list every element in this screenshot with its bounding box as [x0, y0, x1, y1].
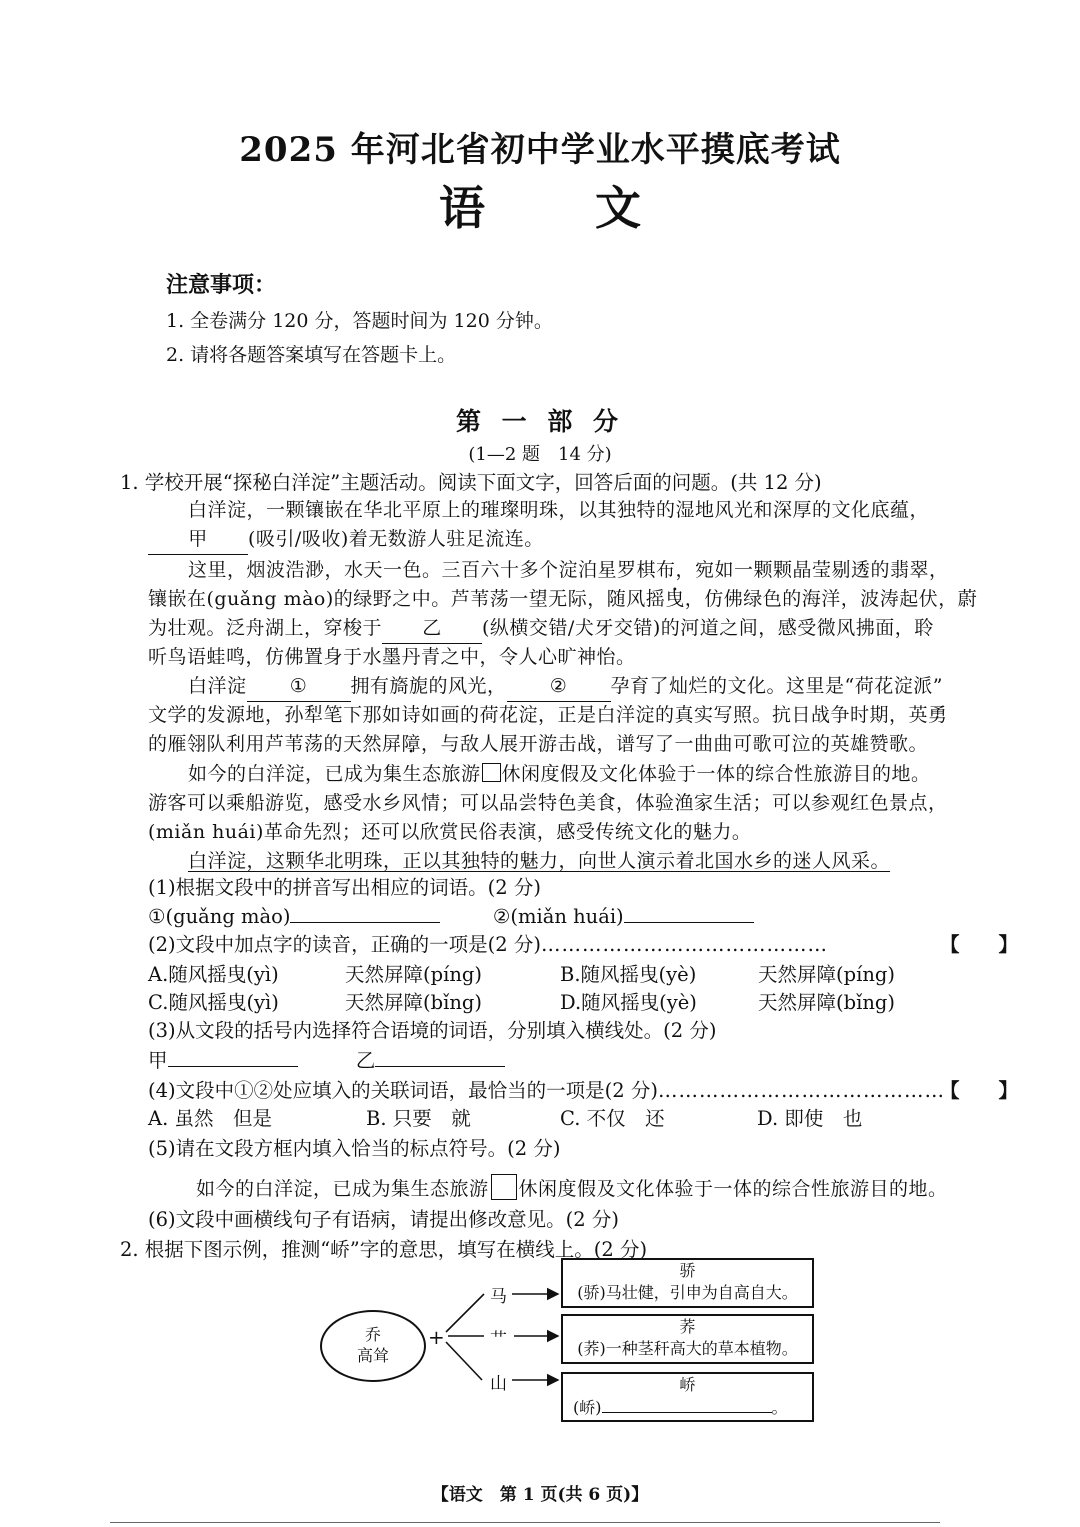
answer-blank[interactable] [624, 902, 754, 923]
box-char: 峤 [679, 1375, 696, 1394]
leader-dots: …………………………………… [657, 1079, 945, 1102]
option-A-word2: 天然屏障(píng) [345, 963, 482, 986]
box-char: 荞 [679, 1317, 696, 1336]
passage-text: 白洋淀 [188, 675, 247, 697]
leader-dots: …………………………………… [540, 933, 828, 956]
part-title: 第 一 部 分 [455, 407, 625, 436]
branch-line [446, 1342, 482, 1380]
passage-line: 这里，烟波浩渺，水天一色。三百六十多个淀泊星罗棋布，宛如一颗颗晶莹剔透的翡翠， [188, 559, 949, 581]
answer-label: ①(guǎng mào) [148, 905, 291, 928]
center-ellipse [320, 1310, 426, 1382]
question-text: (4)文段中①②处应填入的关联词语，最恰当的一项是(2 分) [148, 1079, 658, 1102]
answer-blank[interactable] [602, 1396, 772, 1413]
passage-text: 休闲度假及文化体验于一体的综合性旅游目的地。 [501, 763, 931, 785]
answer-bracket[interactable]: 【 】 [940, 933, 1019, 956]
radical-mountain: 山 [490, 1374, 507, 1394]
sub-question-5: (5)请在文段方框内填入恰当的标点符号。(2 分) [148, 1137, 561, 1160]
char-box-qiao-mountain [561, 1372, 814, 1422]
option-B-word2: 天然屏障(píng) [758, 963, 895, 986]
answer-bracket[interactable]: 【 】 [940, 1079, 1019, 1102]
passage-line [148, 614, 934, 644]
question-text: (2)文段中加点字的读音，正确的一项是(2 分) [148, 933, 541, 956]
option-C: C. 不仅 还 [560, 1107, 665, 1130]
q1-stem: 1. 学校开展“探秘白洋淀”主题活动。阅读下面文字，回答后面的问题。(共 12 分) [120, 471, 822, 494]
dotted-char-ye: 曳 [665, 588, 685, 610]
underlined-sentence [188, 847, 890, 876]
answer-blank[interactable] [375, 1046, 505, 1067]
answer-row [148, 902, 754, 932]
option-D: D.随风摇曳(yè) [560, 991, 697, 1014]
dotted-char-zhang: 障 [401, 733, 422, 755]
char-box-jiao [561, 1258, 814, 1308]
passage-text: ，与敌人展开游击战，谱写了一曲曲可歌可泣的英雄赞歌。 [421, 733, 929, 755]
passage-line [148, 730, 928, 759]
char-box-qiao [561, 1314, 814, 1364]
punctuation-sentence [196, 1174, 948, 1204]
passage-text: 为壮观。泛舟湖上，穿梭于 [148, 617, 383, 639]
passage-line: 白洋淀，一颗镶嵌在华北平原上的璀璨明珠，以其独特的湿地风光和深厚的文化底蕴， [188, 499, 930, 521]
answer-blank[interactable] [168, 1046, 298, 1067]
answer-label: 乙 [355, 1049, 376, 1072]
passage-line [188, 672, 943, 702]
sub-question-2 [148, 930, 828, 960]
part-range: (1—2 题 14 分) [468, 444, 612, 465]
answer-label: 甲 [148, 1049, 168, 1072]
sub-question-1: (1)根据文段中的拼音写出相应的词语。(2 分) [148, 876, 541, 899]
passage-line [148, 525, 544, 555]
sub-question-4 [148, 1076, 945, 1106]
passage-line: (miǎn huái)革命先烈；还可以欣赏民俗表演，感受传统文化的魅力。 [148, 821, 752, 843]
punctuation-box [482, 763, 501, 782]
box-desc: (荞)一种茎秆高大的草本植物。 [577, 1339, 798, 1358]
blank-jia: 甲 [148, 525, 248, 555]
radical-horse: 马 [490, 1287, 507, 1307]
answer-label: ②(miǎn huái) [492, 905, 624, 928]
passage-text: 休闲度假及文化体验于一体的综合性旅游目的地。 [518, 1178, 948, 1200]
page-footer: 【语文 第 1 页(共 6 页)】 [431, 1485, 649, 1505]
answer-blank[interactable] [290, 902, 440, 923]
passage-text: ，仿佛绿色的海洋，波涛起伏，蔚 [684, 588, 978, 610]
exam-title: 2025 年河北省初中学业水平摸底考试 [239, 130, 841, 170]
passage-text: (吸引/吸收)着无数游人驻足流连。 [248, 528, 544, 550]
option-B: B.随风摇曳(yè) [560, 963, 697, 986]
sub-question-6: (6)文段中画横线句子有语病，请提出修改意见。(2 分) [148, 1208, 619, 1231]
passage-text: 如今的白洋淀，已成为集生态旅游 [188, 763, 481, 785]
passage-line: 听鸟语蛙鸣，仿佛置身于水墨丹青之中，令人心旷神怡。 [148, 646, 636, 668]
passage-line: 游客可以乘船游览，感受水乡风情；可以品尝特色美食，体验渔家生活；可以参观红色景点， [148, 792, 948, 814]
blank-yi: 乙 [382, 614, 482, 644]
answer-row [148, 1046, 505, 1076]
notice-item-2: 2. 请将各题答案填写在答题卡上。 [166, 344, 457, 366]
passage-text: 镶嵌在(guǎng mào)的绿野之中。芦苇荡一望无际，随风摇 [148, 588, 666, 610]
passage-text: 如今的白洋淀，已成为集生态旅游 [196, 1178, 489, 1200]
center-char: 乔 [364, 1325, 381, 1344]
option-A: A.随风摇曳(yì) [148, 963, 279, 986]
option-B: B. 只要 就 [366, 1107, 471, 1130]
box-end: 。 [771, 1398, 788, 1417]
option-C-word2: 天然屏障(bǐng) [345, 991, 482, 1014]
option-C: C.随风摇曳(yì) [148, 991, 279, 1014]
passage-text: 的雁翎队利用芦苇荡的天然屏 [148, 733, 402, 755]
blank-1: ① [247, 672, 351, 702]
box-desc-row [573, 1396, 812, 1419]
passage-text: 白洋淀，这颗华北明珠，正以其独特的魅力，向世人演示着北国水乡的迷人风采。 [188, 850, 891, 872]
passage-line: 文学的发源地，孙犁笔下那如诗如画的荷花淀，正是白洋淀的真实写照。抗日战争时期，英勇 [148, 704, 948, 726]
notice-item-1: 1. 全卷满分 120 分，答题时间为 120 分钟。 [166, 310, 553, 332]
option-A: A. 虽然 但是 [148, 1107, 272, 1130]
option-D-word2: 天然屏障(bǐng) [758, 991, 895, 1014]
passage-text: 拥有旖旎的风光， [350, 675, 507, 697]
radical-grass: 艹 [490, 1330, 507, 1350]
center-meaning: 高耸 [356, 1346, 389, 1365]
branch-line [446, 1294, 484, 1332]
blank-2: ② [507, 672, 611, 702]
punctuation-answer-box[interactable] [491, 1174, 517, 1200]
q2-stem: 2. 根据下图示例，推测“峤”字的意思，填写在横线上。(2 分) [120, 1238, 648, 1261]
plus-sign: + [428, 1325, 445, 1349]
passage-line [148, 585, 977, 614]
box-char: 骄 [679, 1261, 696, 1280]
passage-line [188, 760, 931, 789]
bottom-rule [110, 1522, 940, 1523]
box-desc: (峤) [573, 1398, 602, 1417]
passage-text: 孕育了灿烂的文化。这里是“荷花淀派” [610, 675, 943, 697]
notice-heading: 注意事项： [166, 272, 277, 298]
subject-title: 语文 [439, 181, 751, 235]
sub-question-3: (3)从文段的括号内选择符合语境的词语，分别填入横线处。(2 分) [148, 1019, 717, 1042]
box-desc: (骄)马壮健，引申为自高自大。 [577, 1283, 798, 1302]
passage-text: (纵横交错/犬牙交错)的河道之间，感受微风拂面，聆 [482, 617, 934, 639]
option-D: D. 即使 也 [757, 1107, 863, 1130]
